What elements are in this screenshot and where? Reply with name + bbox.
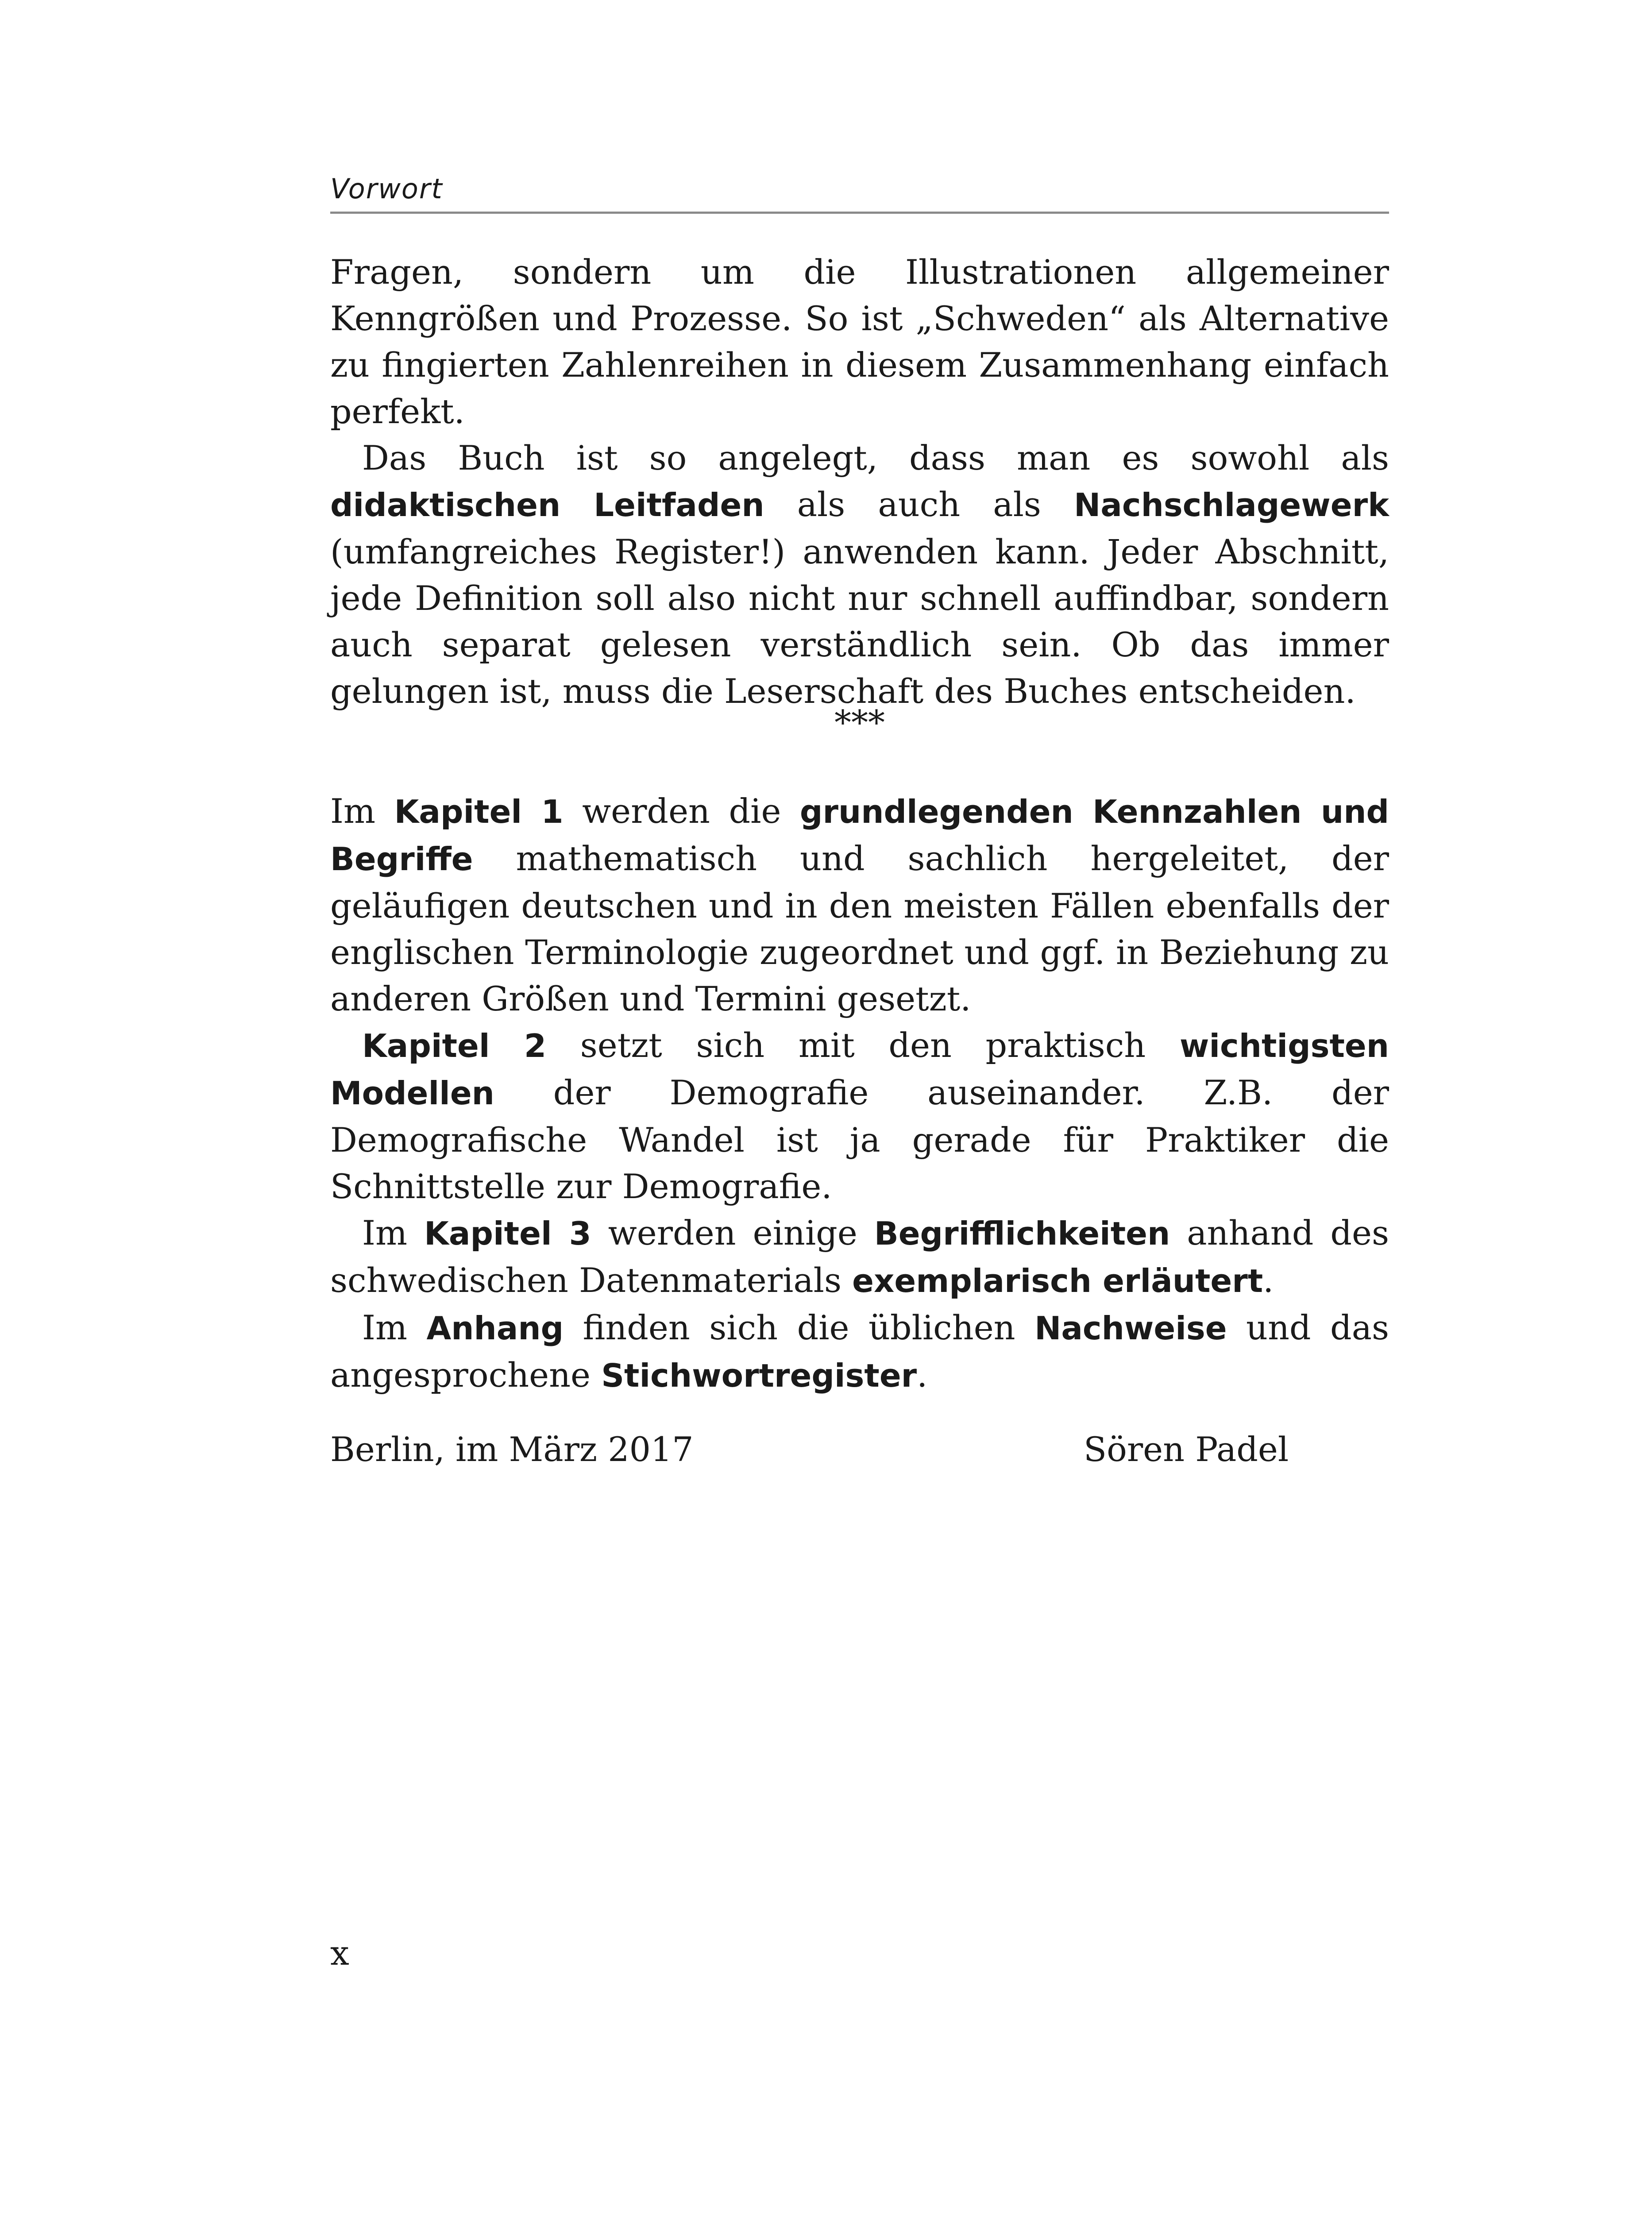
signature-author: Sören Padel: [1084, 1430, 1289, 1469]
bold-term: Begrifflichkeiten: [874, 1215, 1170, 1252]
text-run: anhand des schwedischen Datenmaterials: [330, 1213, 1389, 1300]
bold-term: wichtigsten Modellen: [330, 1027, 1389, 1112]
paragraph-book-structure: [330, 435, 1389, 714]
bold-term: grundlegenden Kennzahlen und Begriffe: [330, 793, 1390, 878]
text-run: mathematisch und sachlich hergeleitet, der geläufigen deutschen und in den meisten Fällen ebenfalls der englischen Terminologie zugeordnet und ggf. in Beziehung zu anderen Größen und Termini gesetzt.: [330, 839, 1389, 1018]
preface-text-chapters: [330, 788, 1389, 1399]
text-run: .: [917, 1355, 928, 1395]
paragraph-chapter-3: [330, 1210, 1389, 1304]
section-separator: ***: [834, 703, 885, 742]
text-run: setzt sich mit den praktisch: [546, 1026, 1180, 1065]
bold-term: Nachschlagewerk: [1074, 486, 1389, 524]
text-run: als auch als: [764, 485, 1074, 524]
text-run: Im: [362, 1308, 427, 1347]
bold-term: Nachweise: [1034, 1310, 1227, 1347]
text-run: Im: [362, 1213, 425, 1253]
bold-term: Kapitel 2: [362, 1027, 547, 1064]
bold-term: Kapitel 1: [394, 793, 564, 830]
text-run: Das Buch ist so angelegt, dass man es sowohl als: [362, 438, 1389, 478]
bold-term: didaktischen Leitfaden: [330, 486, 764, 524]
text-run: finden sich die üblichen: [564, 1308, 1035, 1347]
bold-term: exemplarisch erläutert: [852, 1262, 1263, 1299]
header-rule: [330, 212, 1389, 214]
paragraph-continuation: Fragen, sondern um die Illustrationen allgemeiner Kenngrößen und Prozesse. So ist „Schweden“ als Alternative zu fingierten Zahlenreihen in diesem Zusammenhang einfach perfekt.: [330, 252, 1389, 431]
text-run: werden die: [563, 791, 800, 831]
bold-term: Kapitel 3: [424, 1215, 591, 1252]
paragraph-chapter-2: [330, 1022, 1389, 1210]
paragraph-appendix: [330, 1304, 1389, 1399]
text-run: .: [1263, 1261, 1274, 1300]
preface-text-top: [330, 249, 1389, 714]
text-run: Im: [330, 791, 394, 831]
signature-place-date: Berlin, im März 2017: [330, 1430, 694, 1469]
text-run: (umfangreiches Register!) anwenden kann. Jeder Abschnitt, jede Definition soll also nicht nur schnell auffindbar, sondern auch separat gelesen verständlich sein. Ob das immer gelungen ist, muss die Leserschaft des Buches entscheiden.: [330, 532, 1389, 711]
paragraph-chapter-1: [330, 788, 1389, 1022]
running-head: Vorwort: [330, 173, 443, 205]
text-run: und das angesprochene: [330, 1308, 1389, 1395]
text-run: der Demografie auseinander. Z.B. der Demografische Wandel ist ja gerade für Praktiker die Schnittstelle zur Demografie.: [330, 1073, 1389, 1206]
text-run: werden einige: [591, 1213, 874, 1253]
page-number: x: [330, 1933, 349, 1973]
bold-term: Stichwortregister: [601, 1357, 917, 1394]
bold-term: Anhang: [426, 1310, 564, 1347]
